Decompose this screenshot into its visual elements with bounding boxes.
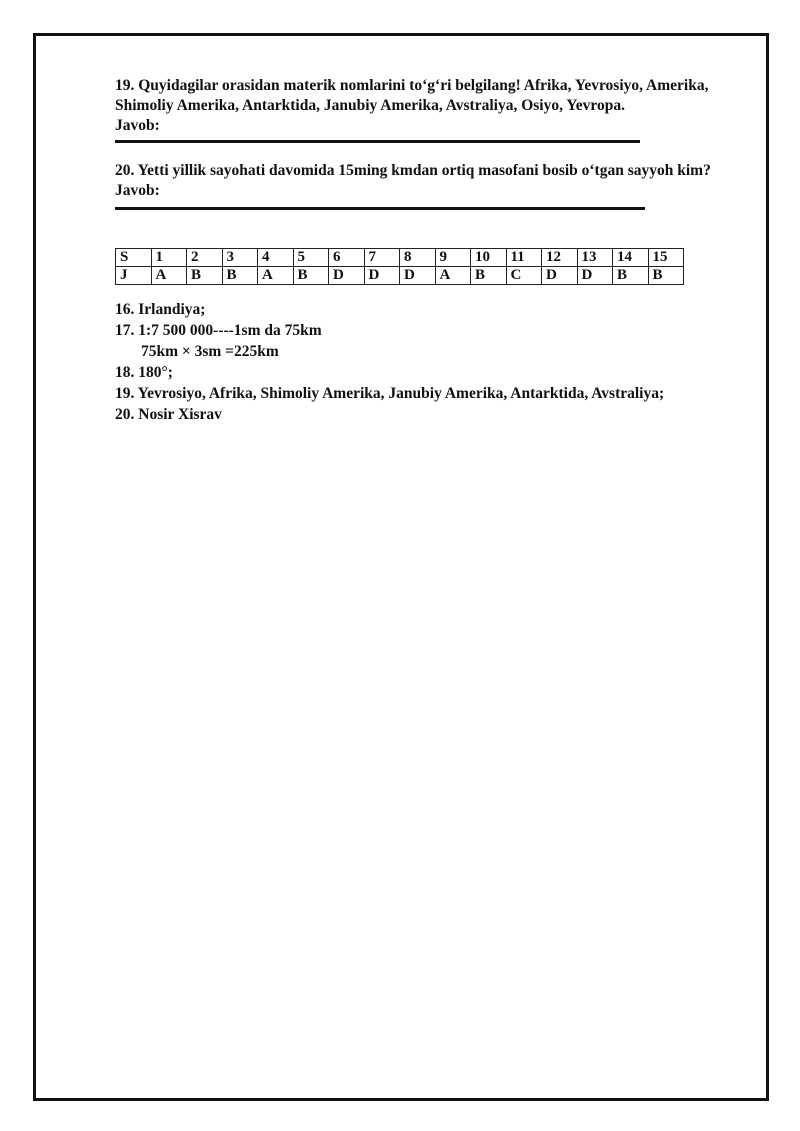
question-20-text: 20. Yetti yillik sayohati davomida 15ming kmdan ortiq masofani bosib o‘tgan sayyoh kim? — [115, 162, 711, 179]
answer-key-header-cell: 8 — [400, 249, 436, 267]
answer-key-answer-cell: A — [435, 267, 471, 285]
question-19 — [115, 76, 745, 143]
answer-19: 19. Yevrosiyo, Afrika, Shimoliy Amerika, Janubiy Amerika, Antarktida, Avstraliya; — [115, 385, 665, 402]
answer-18: 18. 180°; — [115, 364, 173, 381]
answer-key-answer-cell: D — [542, 267, 578, 285]
answer-key-answer-cell: B — [471, 267, 507, 285]
answer-key-header-cell: 6 — [329, 249, 365, 267]
answer-key-table — [115, 248, 684, 285]
question-20-answer-line — [115, 207, 645, 210]
answer-key-answer-cell: D — [577, 267, 613, 285]
answer-key-header-cell: 2 — [187, 249, 223, 267]
answer-key-header-cell: 11 — [506, 249, 542, 267]
answer-key-answer-cell: B — [648, 267, 684, 285]
answer-key-answer-cell: C — [506, 267, 542, 285]
answer-key-header-cell: 14 — [613, 249, 649, 267]
question-19-answer-label: Javob: — [115, 117, 160, 134]
answer-20: 20. Nosir Xisrav — [115, 406, 222, 423]
answer-key-header-row — [116, 249, 684, 267]
answer-key-header-cell: 4 — [258, 249, 294, 267]
answer-key-answer-cell: B — [222, 267, 258, 285]
answer-17: 17. 1:7 500 000----1sm da 75km — [115, 322, 322, 339]
question-19-answer-line — [115, 140, 640, 143]
answer-key-header-cell: 13 — [577, 249, 613, 267]
answer-key-answer-row — [116, 267, 684, 285]
answer-key-answer-cell: D — [400, 267, 436, 285]
question-20-answer-label: Javob: — [115, 182, 160, 199]
answer-key-answer-cell: B — [293, 267, 329, 285]
answer-key-answer-cell: D — [329, 267, 365, 285]
answers-list — [115, 299, 745, 425]
answer-17-calculation: 75km × 3sm =225km — [141, 343, 279, 360]
answer-key-answer-cell: B — [187, 267, 223, 285]
answer-key-answer-cell: D — [364, 267, 400, 285]
answer-16: 16. Irlandiya; — [115, 301, 206, 318]
answer-key-header-cell: 5 — [293, 249, 329, 267]
answer-key-header-cell: 9 — [435, 249, 471, 267]
answer-key-answer-cell: B — [613, 267, 649, 285]
answer-key-header-cell: 1 — [151, 249, 187, 267]
answer-key-header-cell: 15 — [648, 249, 684, 267]
answer-key-answer-cell: A — [258, 267, 294, 285]
answer-key-header-cell: 7 — [364, 249, 400, 267]
answer-key-answer-cell: J — [116, 267, 152, 285]
answer-key-answer-cell: A — [151, 267, 187, 285]
answer-key-header-cell: S — [116, 249, 152, 267]
question-20 — [115, 161, 745, 210]
question-19-text: 19. Quyidagilar orasidan materik nomlarini to‘g‘ri belgilang! Afrika, Yevrosiyo, Amerika, Shimoliy Amerika, Antarktida, Janubiy Amerika, Avstraliya, Osiyo, Yevropa. — [115, 77, 709, 114]
answer-key-header-cell: 12 — [542, 249, 578, 267]
document-body — [115, 76, 745, 425]
answer-key-header-cell: 10 — [471, 249, 507, 267]
answer-key-header-cell: 3 — [222, 249, 258, 267]
